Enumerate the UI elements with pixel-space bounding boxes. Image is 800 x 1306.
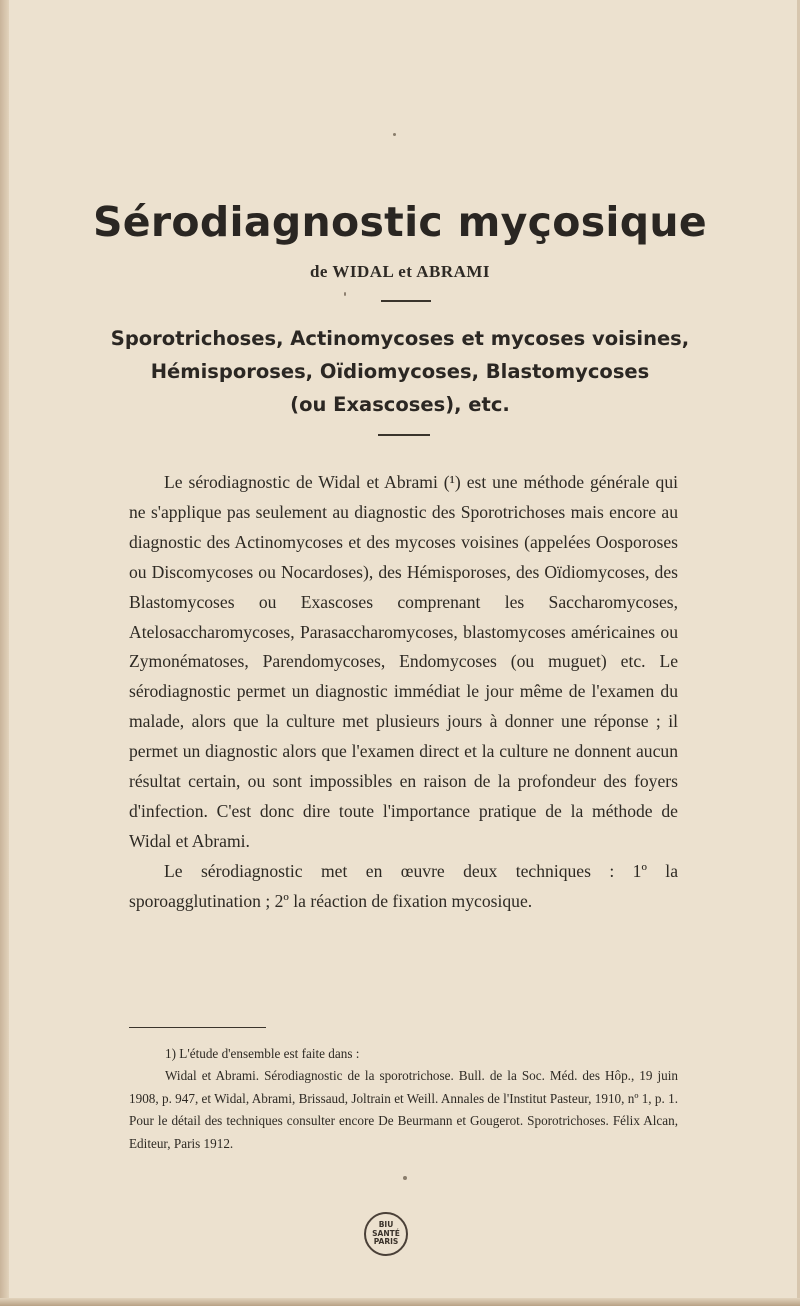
subtitle-line: Sporotrichoses, Actinomycoses et mycoses voisines, [110, 327, 690, 350]
paper-speck [393, 133, 396, 136]
footnotes [129, 1043, 678, 1155]
stamp-line: PARIS [373, 1237, 399, 1247]
paper-speck [403, 1176, 407, 1180]
stamp-line: SANTÉ [372, 1228, 400, 1238]
body-paragraph: Le sérodiagnostic de Widal et Abrami (¹) est une méthode générale qui ne s'applique pas seulement au diagnostic des Sporotrichoses mais encore au diagnostic des Actinomycoses et des mycoses voisines (appelées Oosporoses ou Discomycoses ou Nocardoses), des Hémisporoses, des Oïdiomycoses, des Blastomycoses ou Exascoses comprenant les Saccharomycoses, Atelosaccharomycoses, Parasaccharomycoses, blastomycoses américaines ou Zymonématoses, Parendomycoses, Endomycoses (ou muguet) etc. Le sérodiagnostic permet un diagnostic immédiat le jour même de l'examen du malade, alors que la culture met plusieurs jours à donner une réponse ; il permet un diagnostic alors que l'examen direct et la culture ne donnent aucun résultat certain, ou sont impossibles en raison de la profondeur des foyers d'infection. C'est donc dire toute l'importance pratique de la méthode de Widal et Abrami. [129, 472, 678, 851]
page-binding-edge [0, 0, 9, 1306]
library-stamp [364, 1212, 408, 1256]
subtitle-divider [378, 434, 430, 436]
subtitle-line: (ou Exascoses), etc. [290, 393, 510, 416]
subtitle-line: Hémisporoses, Oïdiomycoses, Blastomycoses [150, 360, 650, 383]
authors-line: de WIDAL et ABRAMI [309, 262, 491, 281]
stamp-line: BIU [378, 1220, 394, 1230]
paper-speck [344, 292, 346, 296]
body-paragraph: Le sérodiagnostic met en œuvre deux techniques : 1º la sporoagglutination ; 2º la réaction de fixation mycosique. [129, 860, 678, 911]
page-title: Sérodiagnostic myçosique [92, 198, 708, 246]
body-text [129, 468, 678, 917]
title-divider [381, 300, 431, 302]
footnote-intro: 1) L'étude d'ensemble est faite dans : [165, 1046, 360, 1061]
footnote-reference: Widal et Abrami. Sérodiagnostic de la sporotrichose. Bull. de la Soc. Méd. des Hôp., 19 juin 1908, p. 947, et Widal, Abrami, Brissaud, Joltrain et Weill. Annales de l'Institut Pasteur, 1910, nº 1, p. 1. Pour le détail des techniques consulter encore De Beurmann et Gougerot. Sporotrichoses. Félix Alcan, Editeur, Paris 1912. [129, 1068, 678, 1151]
footnote-rule [129, 1027, 266, 1028]
page-bottom-edge [0, 1298, 800, 1306]
subtitle-block [0, 322, 800, 421]
